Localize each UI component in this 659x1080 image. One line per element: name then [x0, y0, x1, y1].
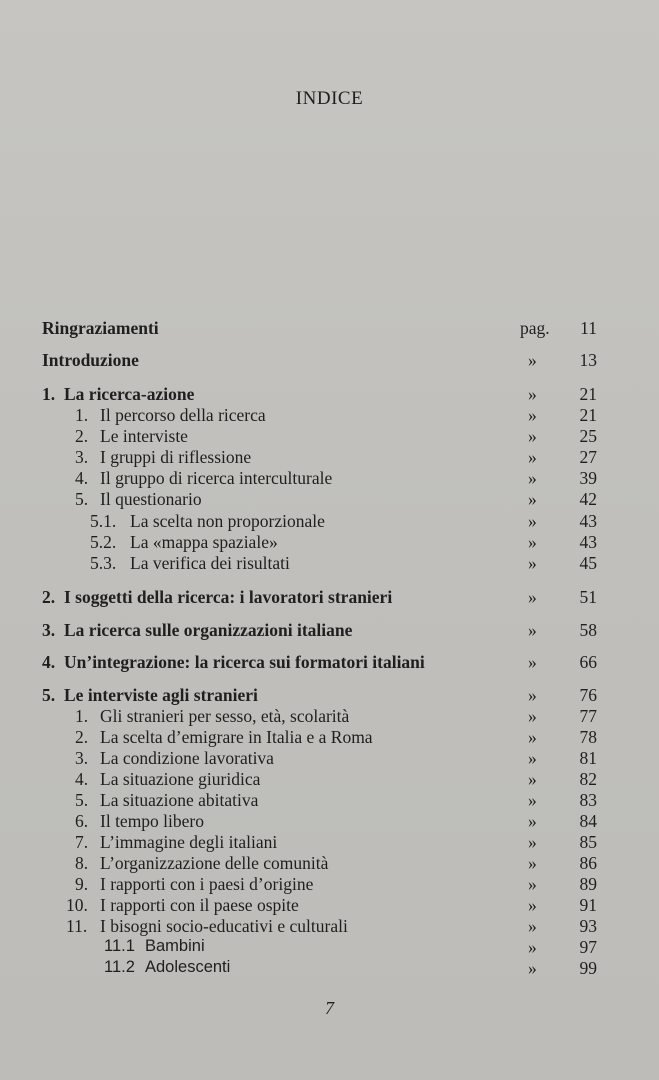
toc-entry-number: 5. — [42, 685, 56, 705]
toc-entry-title: Ringraziamenti — [42, 318, 159, 338]
toc-entry — [0, 318, 659, 340]
toc-entry — [0, 790, 659, 812]
toc-entry — [0, 706, 659, 728]
toc-page-number: 78 — [579, 727, 597, 747]
toc-entry-number: 6. — [75, 811, 89, 831]
toc-entry — [0, 532, 659, 554]
toc-entry-number: 4. — [42, 652, 56, 672]
toc-page-marker: » — [528, 874, 537, 894]
toc-page-number: 97 — [579, 937, 597, 957]
toc-entry — [0, 620, 659, 642]
toc-entry-title: La verifica dei risultati — [130, 553, 290, 573]
toc-entry-title: Le interviste agli stranieri — [64, 685, 258, 705]
toc-entry — [0, 958, 659, 980]
toc-entry — [0, 384, 659, 406]
toc-entry — [0, 587, 659, 609]
toc-page-number: 58 — [579, 620, 597, 640]
toc-entry-number: 1. — [42, 384, 56, 404]
toc-entry-number: 11.2 — [104, 958, 135, 976]
toc-entry-title: I gruppi di riflessione — [100, 447, 252, 467]
toc-entry-title: L’organizzazione delle comunità — [100, 853, 329, 873]
toc-entry-number: 11.1 — [104, 937, 135, 955]
toc-page-marker: pag. — [520, 318, 550, 338]
toc-entry — [0, 853, 659, 875]
toc-page-number: 99 — [579, 958, 597, 978]
toc-entry-title: Il percorso della ricerca — [100, 405, 266, 425]
toc-page-marker: » — [528, 532, 537, 552]
toc-page-number: 86 — [579, 853, 597, 873]
toc-entry — [0, 685, 659, 707]
toc-entry-number: 5.2. — [90, 532, 117, 552]
toc-entry-number: 11. — [66, 916, 88, 936]
toc-entry — [0, 553, 659, 575]
toc-entry-number: 2. — [42, 587, 56, 607]
toc-entry-number: 3. — [42, 620, 56, 640]
toc-entry-title: La situazione abitativa — [100, 790, 259, 810]
toc-entry — [0, 727, 659, 749]
toc-page-number: 81 — [579, 748, 597, 768]
toc-page-marker: » — [528, 895, 537, 915]
toc-entry — [0, 489, 659, 511]
toc-entry-title: La «mappa spaziale» — [130, 532, 278, 552]
toc-page-number: 66 — [579, 652, 597, 672]
toc-entry-number: 4. — [75, 468, 89, 488]
toc-entry-title: I rapporti con il paese ospite — [100, 895, 299, 915]
toc-page-marker: » — [528, 426, 537, 446]
toc-page-marker: » — [528, 937, 537, 957]
toc-entry — [0, 468, 659, 490]
toc-page-marker: » — [528, 620, 537, 640]
toc-page-marker: » — [528, 447, 537, 467]
toc-entry-title: La scelta non proporzionale — [130, 511, 325, 531]
toc-entry-title: I soggetti della ricerca: i lavoratori stranieri — [64, 587, 393, 607]
toc-page-marker: » — [528, 853, 537, 873]
toc-entry — [0, 511, 659, 533]
toc-entry — [0, 916, 659, 938]
toc-entry-title: La situazione giuridica — [100, 769, 261, 789]
toc-page-number: 85 — [579, 832, 597, 852]
toc-page-number: 91 — [579, 895, 597, 915]
toc-page-marker: » — [528, 958, 537, 978]
toc-page-marker: » — [528, 685, 537, 705]
toc-page-number: 21 — [579, 405, 597, 425]
toc-entry — [0, 937, 659, 959]
toc-entry — [0, 447, 659, 469]
page-number: 7 — [325, 998, 334, 1018]
toc-page-number: 45 — [579, 553, 597, 573]
toc-entry — [0, 652, 659, 674]
toc-entry-title: La scelta d’emigrare in Italia e a Roma — [100, 727, 373, 747]
toc-page-marker: » — [528, 489, 537, 509]
toc-page-marker: » — [528, 350, 537, 370]
toc-page-number: 43 — [579, 532, 597, 552]
toc-entry-title: Il tempo libero — [100, 811, 205, 831]
toc-page-number: 39 — [579, 468, 597, 488]
toc-entry-number: 1. — [75, 405, 89, 425]
toc-entry — [0, 895, 659, 917]
toc-entry-number: 5.3. — [90, 553, 117, 573]
toc-page-marker: » — [528, 652, 537, 672]
toc-page-marker: » — [528, 727, 537, 747]
toc-entry-number: 9. — [75, 874, 89, 894]
toc-page-marker: » — [528, 748, 537, 768]
toc-page-number: 93 — [579, 916, 597, 936]
toc-entry-number: 4. — [75, 769, 89, 789]
toc-entry-number: 5. — [75, 489, 89, 509]
toc-page-number: 42 — [579, 489, 597, 509]
toc-entry-number: 2. — [75, 727, 89, 747]
toc-entry-number: 5.1. — [90, 511, 117, 531]
toc-entry-number: 3. — [75, 748, 89, 768]
toc-entry-number: 8. — [75, 853, 89, 873]
toc-page-marker: » — [528, 916, 537, 936]
toc-entry-title: La ricerca sulle organizzazioni italiane — [64, 620, 353, 640]
toc-entry-number: 2. — [75, 426, 89, 446]
toc-entry-number: 10. — [66, 895, 88, 915]
toc-page-marker: » — [528, 811, 537, 831]
page-title: INDICE — [295, 88, 364, 109]
toc-entry — [0, 811, 659, 833]
toc-entry-number: 3. — [75, 447, 89, 467]
toc-page-number: 43 — [579, 511, 597, 531]
toc-page-marker: » — [528, 790, 537, 810]
toc-page-number: 84 — [579, 811, 597, 831]
toc-entry-number: 7. — [75, 832, 89, 852]
toc-page-marker: » — [528, 769, 537, 789]
toc-entry — [0, 350, 659, 372]
toc-entry — [0, 874, 659, 896]
toc-page-number: 77 — [579, 706, 597, 726]
toc-page-marker: » — [528, 468, 537, 488]
toc-entry-title: Un’integrazione: la ricerca sui formatori italiani — [64, 652, 425, 672]
toc-entry-title: Il questionario — [100, 489, 202, 509]
toc-page-marker: » — [528, 832, 537, 852]
toc-entry-title: Il gruppo di ricerca interculturale — [100, 468, 333, 488]
toc-entry-number: 5. — [75, 790, 89, 810]
toc-entry — [0, 769, 659, 791]
toc-entry-title: Adolescenti — [145, 958, 231, 976]
toc-page-number: 76 — [579, 685, 597, 705]
toc-entry-title: Le interviste — [100, 426, 188, 446]
toc-page-marker: » — [528, 587, 537, 607]
toc-page-marker: » — [528, 384, 537, 404]
toc-page-number: 82 — [579, 769, 597, 789]
toc-page-number: 13 — [579, 350, 597, 370]
toc-page-number: 83 — [579, 790, 597, 810]
toc-page-number: 51 — [579, 587, 597, 607]
toc-page-marker: » — [528, 553, 537, 573]
toc-entry-title: Introduzione — [42, 350, 139, 370]
toc-entry — [0, 426, 659, 448]
toc-entry-title: Gli stranieri per sesso, età, scolarità — [100, 706, 350, 726]
toc-entry — [0, 832, 659, 854]
toc-page-marker: » — [528, 706, 537, 726]
toc-entry — [0, 748, 659, 770]
toc-page-marker: » — [528, 405, 537, 425]
toc-page-number: 27 — [579, 447, 597, 467]
toc-entry — [0, 405, 659, 427]
toc-entry-title: Bambini — [145, 937, 205, 955]
toc-page-number: 21 — [579, 384, 597, 404]
toc-entry-title: L’immagine degli italiani — [100, 832, 278, 852]
toc-entry-title: I rapporti con i paesi d’origine — [100, 874, 314, 894]
toc-page-number: 89 — [579, 874, 597, 894]
toc-page-marker: » — [528, 511, 537, 531]
toc-entry-title: I bisogni socio-educativi e culturali — [100, 916, 348, 936]
toc-entry-number: 1. — [75, 706, 89, 726]
toc-page-number: 25 — [579, 426, 597, 446]
toc-page-number: 11 — [580, 318, 597, 338]
toc-entry-title: La condizione lavorativa — [100, 748, 274, 768]
toc-entry-title: La ricerca-azione — [64, 384, 195, 404]
